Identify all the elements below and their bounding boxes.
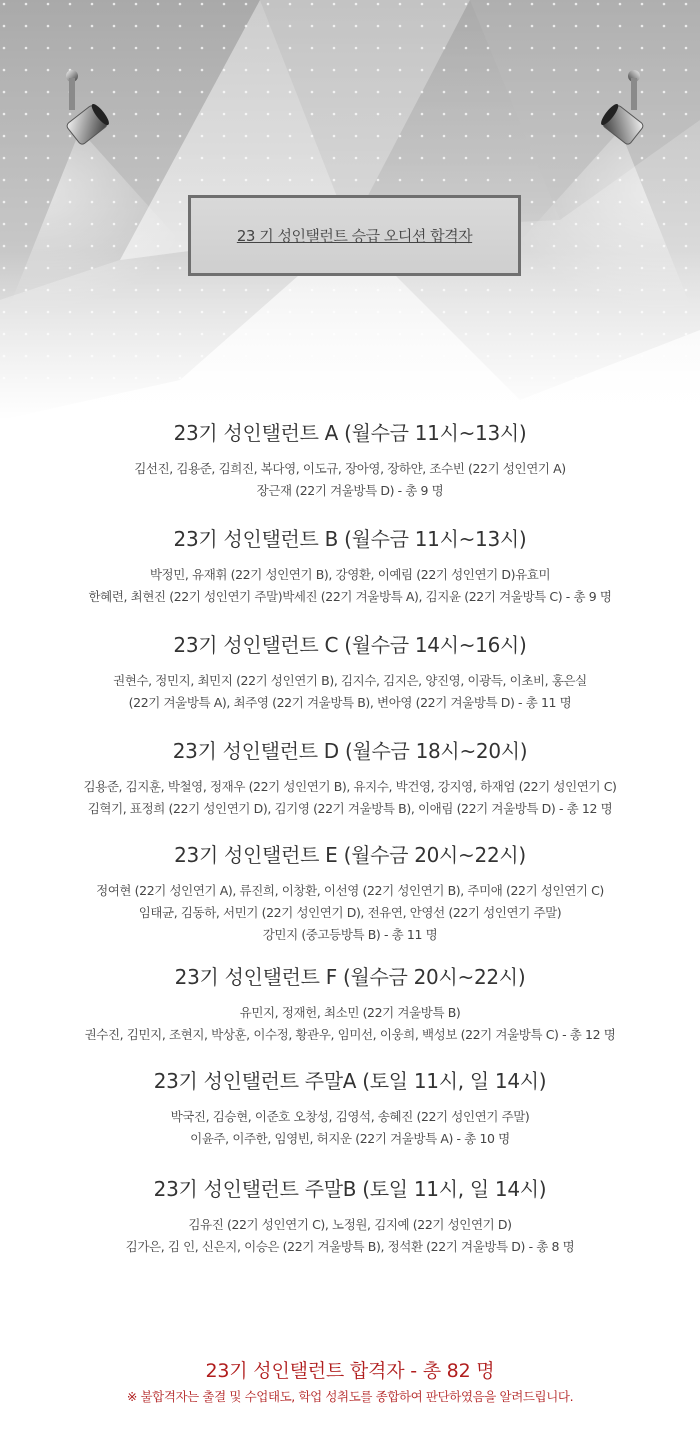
group-title: 23기 성인탤런트 C (월수금 14시~16시) [173, 633, 527, 657]
group-title: 23기 성인탤런트 B (월수금 11시~13시) [173, 527, 527, 551]
member-line: 김혁기, 표정희 (22기 성인연기 D), 김기영 (22기 겨울방특 B), 이애림 (22기 겨울방특 D) - 총 12 명 [87, 801, 613, 816]
group-b [0, 518, 700, 624]
group-title: 23기 성인탤런트 A (월수금 11시~13시) [173, 421, 527, 445]
member-line: 정여현 (22기 성인연기 A), 류진희, 이창환, 이선영 (22기 성인연기 B), 주미애 (22기 성인연기 C) [96, 883, 604, 898]
spotlight-left-icon [58, 66, 128, 165]
group-title: 23기 성인탤런트 D (월수금 18시~20시) [172, 739, 528, 763]
member-line: 유민지, 정재헌, 최소민 (22기 겨울방특 B) [239, 1005, 461, 1020]
group-e [0, 834, 700, 956]
group-weekend-a [0, 1060, 700, 1168]
title-box [188, 195, 521, 276]
member-list [0, 776, 700, 820]
member-list [0, 1214, 700, 1258]
member-line: 권현수, 정민지, 최민지 (22기 성인연기 B), 김지수, 김지은, 양진영, 이광득, 이초비, 홍은실 [113, 673, 587, 688]
hero-banner [0, 0, 700, 420]
group-title: 23기 성인탤런트 E (월수금 20시~22시) [174, 843, 526, 867]
member-line: 임태균, 김동하, 서민기 (22기 성인연기 D), 전유연, 안영선 (22기 성인연기 주말) [138, 905, 562, 920]
group-title: 23기 성인탤런트 F (월수금 20시~22시) [174, 965, 526, 989]
member-line: 권수진, 김민지, 조현지, 박상훈, 이수정, 황관우, 임미선, 이웅희, 백성보 (22기 겨울방특 C) - 총 12 명 [84, 1027, 616, 1042]
member-line: 김선진, 김용준, 김희진, 복다영, 이도규, 장아영, 장하얀, 조수빈 (22기 성인연기 A) [134, 461, 566, 476]
member-line: 김용준, 김지훈, 박철영, 정재우 (22기 성인연기 B), 유지수, 박건영, 강지영, 하재엄 (22기 성인연기 C) [83, 779, 617, 794]
member-line: 박국진, 김승현, 이준호 오창성, 김영석, 송혜진 (22기 성인연기 주말) [170, 1109, 530, 1124]
total-count: 23기 성인탤런트 합격자 - 총 82 명 [205, 1360, 495, 1382]
summary-section [0, 1356, 700, 1408]
group-title: 23기 성인탤런트 주말A (토일 11시, 일 14시) [153, 1069, 547, 1093]
member-list [0, 458, 700, 502]
member-line: 강민지 (중고등방특 B) - 총 11 명 [262, 927, 438, 942]
member-line: 이윤주, 이주한, 임영빈, 허지운 (22기 겨울방특 A) - 총 10 명 [190, 1131, 510, 1146]
member-line: 한혜련, 최현진 (22기 성인연기 주말)박세진 (22기 겨울방특 A), 김지윤 (22기 겨울방특 C) - 총 9 명 [88, 589, 612, 604]
page-title: 23 기 성인탤런트 승급 오디션 합격자 [236, 227, 473, 245]
member-line: 김유진 (22기 성인연기 C), 노정원, 김지예 (22기 성인연기 D) [188, 1217, 512, 1232]
group-title: 23기 성인탤런트 주말B (토일 11시, 일 14시) [153, 1177, 547, 1201]
group-f [0, 956, 700, 1060]
member-line: 김가은, 김 인, 신은지, 이승은 (22기 겨울방특 B), 정석환 (22기 겨울방특 D) - 총 8 명 [125, 1239, 575, 1254]
group-c [0, 624, 700, 730]
spotlight-right-icon [588, 66, 658, 165]
member-line: 장근재 (22기 겨울방특 D) - 총 9 명 [256, 483, 444, 498]
group-d [0, 730, 700, 834]
member-list [0, 1106, 700, 1150]
group-list [0, 412, 700, 1274]
group-weekend-b [0, 1168, 700, 1274]
member-list [0, 670, 700, 714]
member-line: (22기 겨울방특 A), 최주영 (22기 겨울방특 B), 변아영 (22기 겨울방특 D) - 총 11 명 [128, 695, 572, 710]
notice-text: ※ 불합격자는 출결 및 수업태도, 학업 성취도를 종합하여 판단하였음을 알려드립니다. [126, 1389, 574, 1404]
member-list [0, 880, 700, 946]
member-list [0, 564, 700, 608]
member-line: 박정민, 유재휘 (22기 성인연기 B), 강영환, 이예림 (22기 성인연기 D)유효미 [149, 567, 551, 582]
member-list [0, 1002, 700, 1046]
group-a [0, 412, 700, 518]
